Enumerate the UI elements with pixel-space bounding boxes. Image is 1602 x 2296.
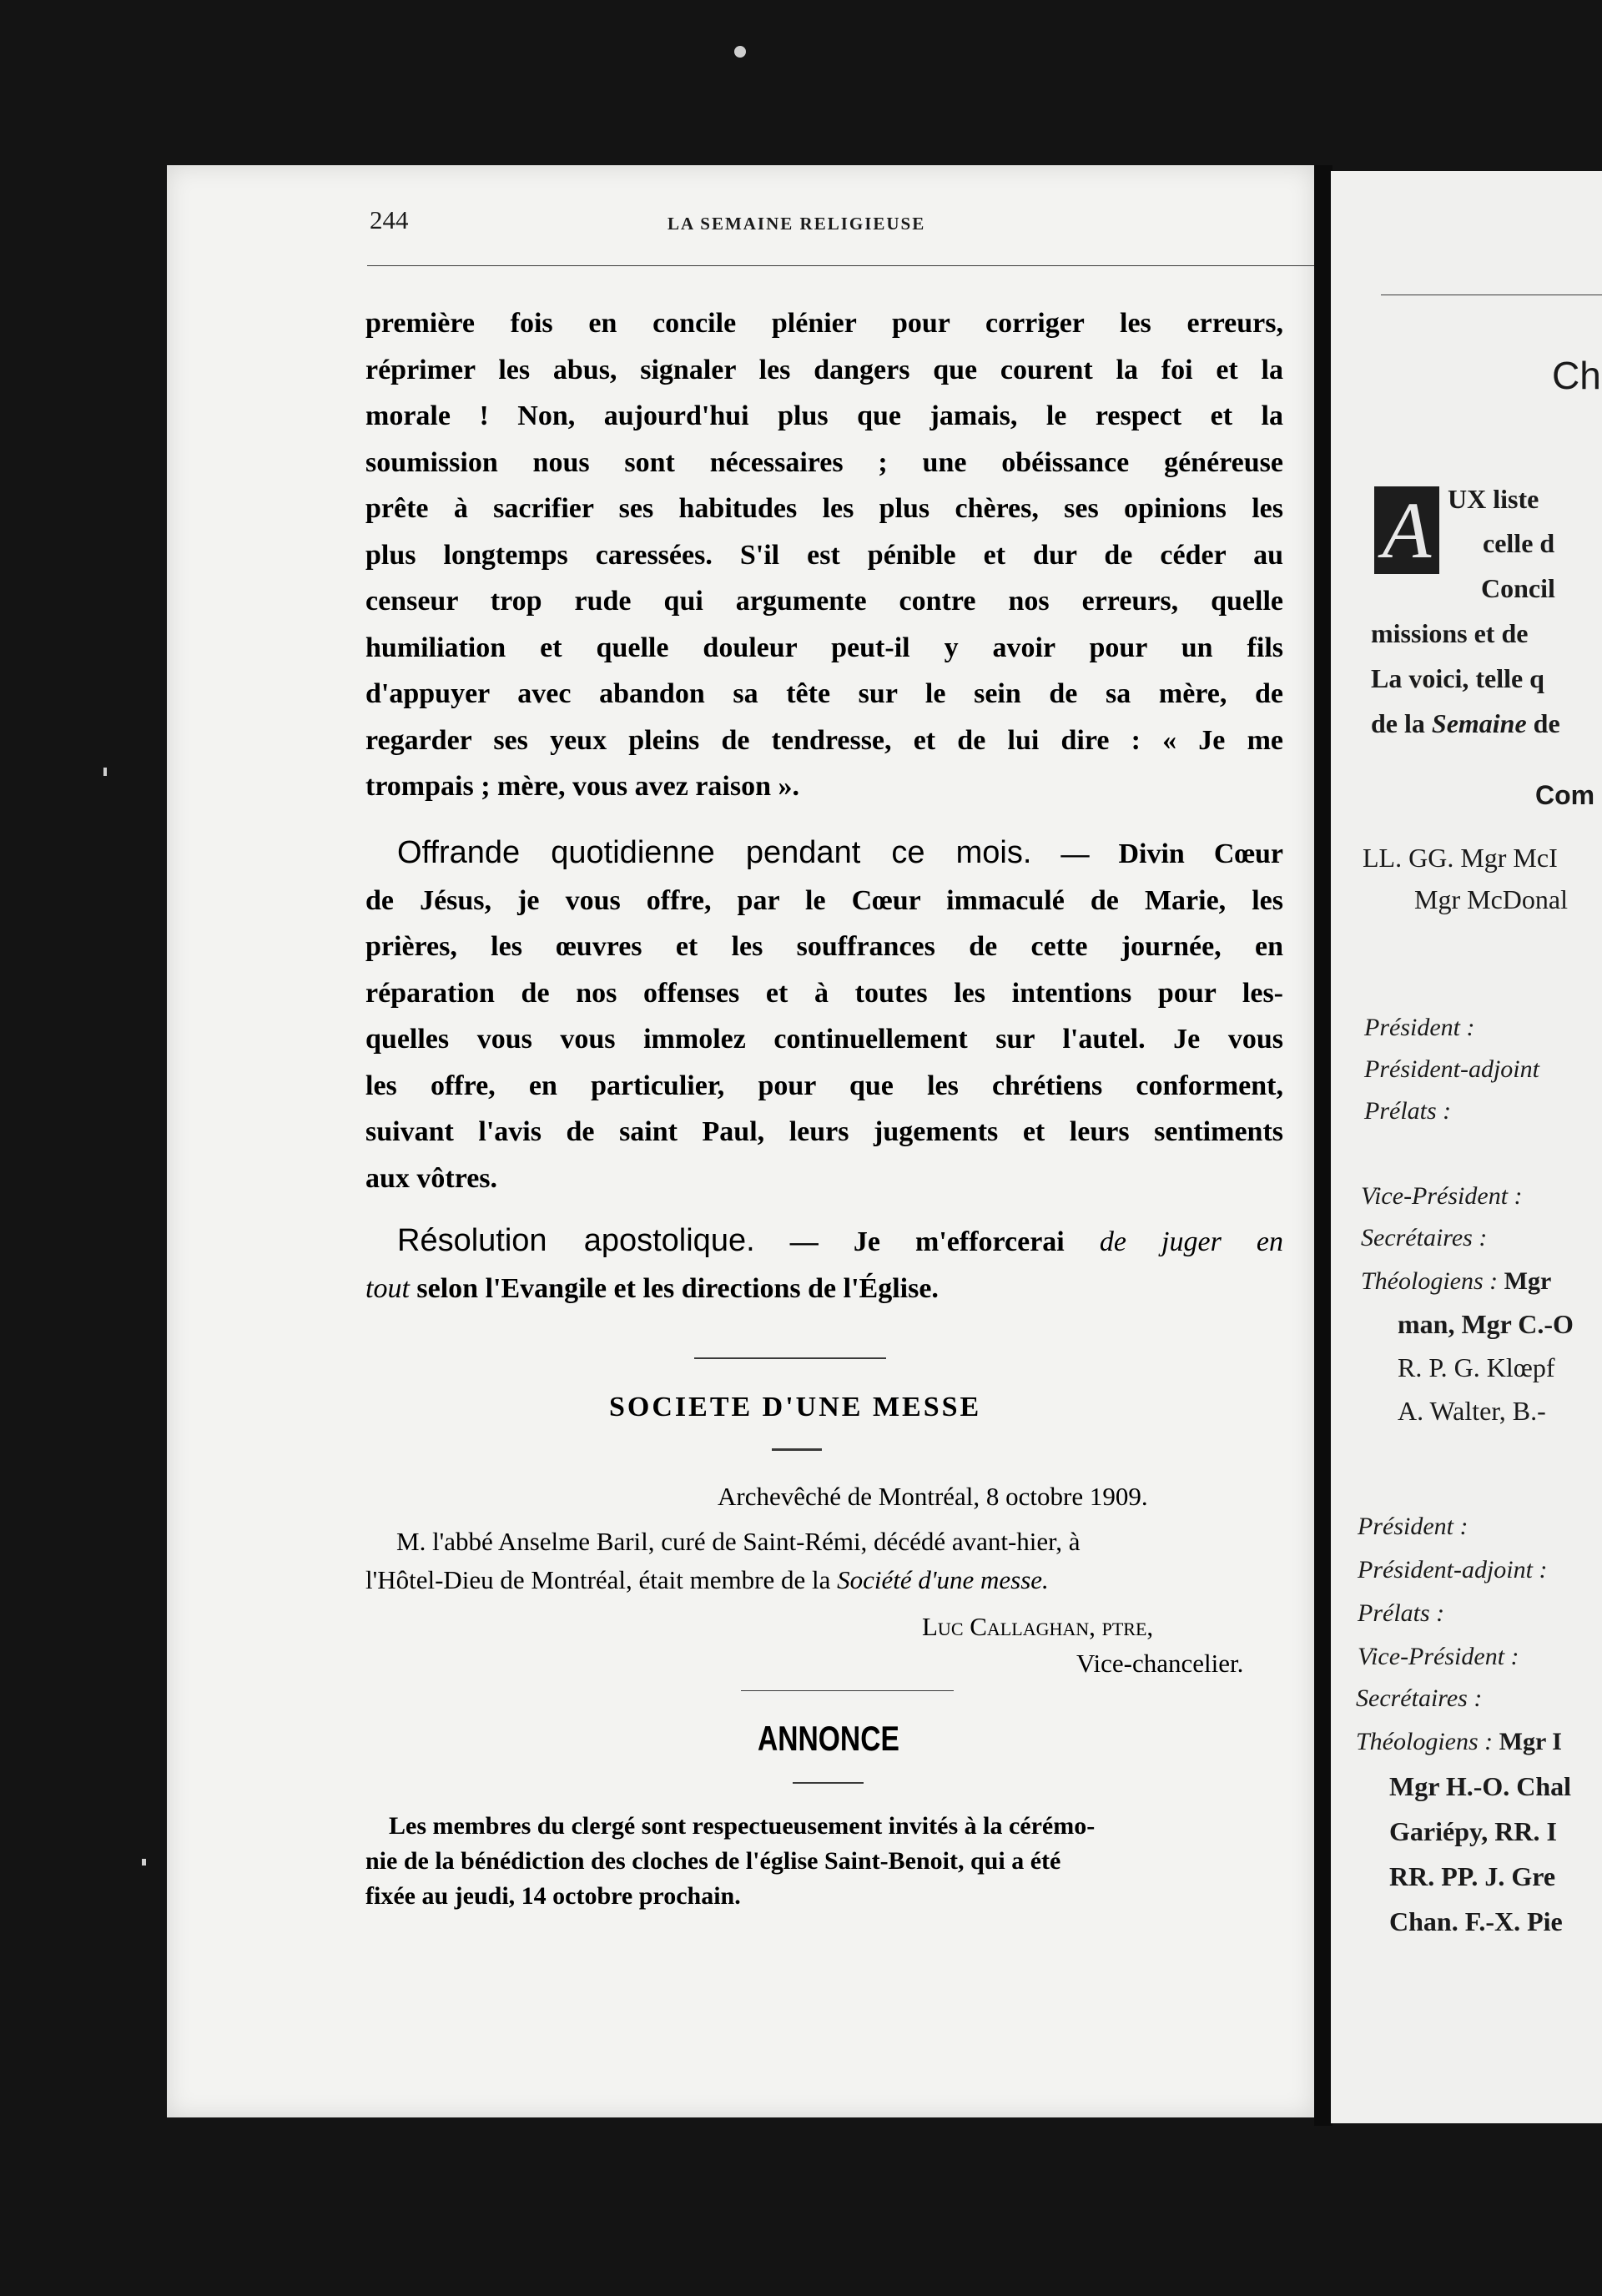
societe-line1: M. l'abbé Anselme Baril, curé de Saint-Rémi, décédé avant-hier, à — [396, 1527, 1081, 1556]
text-line: humiliation et quelle douleur peut-il y avoir pour un fils — [365, 632, 1283, 663]
name-line: man, Mgr C.-O — [1398, 1309, 1574, 1339]
text-line: plus longtemps caressées. S'il est pénible et dur de céder au — [365, 539, 1283, 571]
book-gutter — [1314, 165, 1332, 2126]
label-theologiens-text: Théologiens : — [1361, 1267, 1499, 1295]
resolution-rest: — Je m'efforcerai — [754, 1226, 1100, 1257]
list-line: Mgr McDonal — [1414, 884, 1568, 914]
label-theologiens-text: Théologiens : — [1356, 1728, 1494, 1755]
resolution-italic-tout: tout — [365, 1272, 410, 1304]
label-secretaires: Secrétaires : — [1361, 1224, 1488, 1251]
intro-line: missions et de — [1371, 618, 1529, 648]
label-theologiens — [1356, 1728, 1562, 1756]
label-vice-president: Vice-Président : — [1361, 1182, 1523, 1210]
text-line: les offre, en particulier, pour que les chrétiens conforment, — [365, 1070, 1283, 1101]
offrande-first-rest: — Divin Cœur — [1031, 838, 1283, 869]
text-line: trompais ; mère, vous avez raison ». — [365, 771, 800, 802]
offrande-first-line — [365, 830, 1283, 878]
societe-title: SOCIETE D'UNE MESSE — [609, 1392, 982, 1422]
label-president: Président : — [1358, 1513, 1468, 1540]
page-number: 244 — [370, 205, 409, 234]
resolution-line2: selon l'Evangile et les directions de l'Église. — [409, 1272, 939, 1304]
right-heading: Ch — [1552, 354, 1601, 397]
signature: Luc Callaghan, ptre, — [922, 1612, 1154, 1641]
resolution-italic: de juger en — [1099, 1226, 1283, 1257]
section-rule-short — [772, 1448, 822, 1451]
name-line: R. P. G. Klœpf — [1398, 1352, 1555, 1382]
text-line: regarder ses yeux pleins de tendresse, et de lui dire : « Je me — [365, 724, 1283, 756]
label-president: Président : — [1364, 1014, 1475, 1041]
dropcap: A — [1374, 486, 1439, 574]
text-line: prières, les œuvres et les souffrances de cette journée, en — [365, 931, 1283, 962]
scan-speck — [734, 46, 746, 58]
intro-line: La voici, telle q — [1371, 663, 1544, 693]
societe-line2-italic: Société d'une messe. — [837, 1565, 1049, 1594]
section-rule — [694, 1357, 886, 1359]
intro-l6-italic: Semaine — [1431, 708, 1527, 738]
label-vice-president: Vice-Président : — [1358, 1643, 1519, 1670]
text-line: d'appuyer avec abandon sa tête sur le sein de sa mère, de — [365, 678, 1283, 709]
offrande-heading: Offrande quotidienne pendant ce mois. — [397, 835, 1032, 870]
label-president-adjoint: Président-adjoint : — [1358, 1556, 1548, 1584]
text-line: suivant l'avis de saint Paul, leurs jugements et leurs sentiments — [365, 1116, 1283, 1147]
label-president-adjoint: Président-adjoint — [1364, 1055, 1539, 1083]
intro-l6-start: de la — [1371, 708, 1432, 738]
label-prelats: Prélats : — [1364, 1097, 1452, 1125]
annonce-line3: fixée au jeudi, 14 octobre prochain. — [365, 1882, 741, 1910]
annonce-title: ANNONCE — [758, 1719, 899, 1758]
intro-line — [1371, 708, 1560, 739]
theologiens-name: Mgr — [1504, 1267, 1552, 1295]
paragraph-main — [365, 300, 1283, 810]
text-line: prête à sacrifier ses habitudes les plus chères, ses opinions les — [365, 493, 1283, 524]
label-theologiens — [1361, 1267, 1551, 1296]
text-line: réprimer les abus, signaler les dangers que courent la foi et la — [365, 354, 1283, 385]
annonce-line2: nie de la bénédiction des cloches de l'église Saint-Benoit, qui a été — [365, 1847, 1061, 1875]
scan-speck — [142, 1859, 146, 1866]
right-page — [1331, 171, 1602, 2123]
name-line: RR. PP. J. Gre — [1389, 1861, 1556, 1891]
text-line: quelles vous vous immolez continuellement sur l'autel. Je vous — [365, 1024, 1283, 1055]
societe-line2 — [365, 1565, 1049, 1595]
resolution-first-line — [365, 1218, 1283, 1266]
right-subheading: Com — [1535, 780, 1595, 810]
text-line: censeur trop rude qui argumente contre nos erreurs, quelle — [365, 586, 1283, 617]
intro-line: UX liste — [1448, 484, 1539, 514]
societe-dateline: Archevêché de Montréal, 8 octobre 1909. — [718, 1482, 1148, 1511]
text-line: première fois en concile plénier pour corriger les erreurs, — [365, 308, 1283, 339]
theologiens-name: Mgr I — [1499, 1728, 1562, 1755]
scan-speck — [103, 768, 107, 776]
name-line: A. Walter, B.- — [1398, 1396, 1546, 1426]
text-line: morale ! Non, aujourd'hui plus que jamais, le respect et la — [365, 400, 1283, 431]
intro-l6-end: de — [1526, 708, 1560, 738]
list-line: LL. GG. Mgr McI — [1363, 843, 1558, 873]
text-line: aux vôtres. — [365, 1162, 498, 1194]
intro-line: Concil — [1481, 573, 1555, 603]
text-line: réparation de nos offenses et à toutes les intentions pour les- — [365, 977, 1283, 1009]
resolution-paragraph — [365, 1218, 1283, 1312]
offrande-paragraph — [365, 830, 1283, 1201]
signature-title: Vice-chancelier. — [1076, 1649, 1244, 1678]
running-title: LA SEMAINE RELIGIEUSE — [668, 214, 926, 234]
label-secretaires: Secrétaires : — [1356, 1684, 1483, 1712]
section-rule — [741, 1690, 954, 1691]
text-line: de Jésus, je vous offre, par le Cœur immaculé de Marie, les — [365, 884, 1283, 916]
label-prelats: Prélats : — [1358, 1599, 1445, 1627]
resolution-second-line — [365, 1266, 1283, 1312]
section-rule-short — [793, 1782, 864, 1784]
name-line: Chan. F.-X. Pie — [1389, 1906, 1563, 1936]
name-line: Mgr H.-O. Chal — [1389, 1771, 1572, 1801]
intro-line: celle d — [1483, 528, 1555, 558]
annonce-line1: Les membres du clergé sont respectueusement invités à la cérémo- — [389, 1812, 1096, 1840]
societe-line2-start: l'Hôtel-Dieu de Montréal, était membre de la — [365, 1565, 838, 1594]
header-rule — [367, 265, 1452, 266]
name-line: Gariépy, RR. I — [1389, 1816, 1557, 1846]
resolution-heading: Résolution apostolique. — [397, 1223, 755, 1258]
text-line: soumission nous sont nécessaires ; une obéissance généreuse — [365, 446, 1283, 478]
